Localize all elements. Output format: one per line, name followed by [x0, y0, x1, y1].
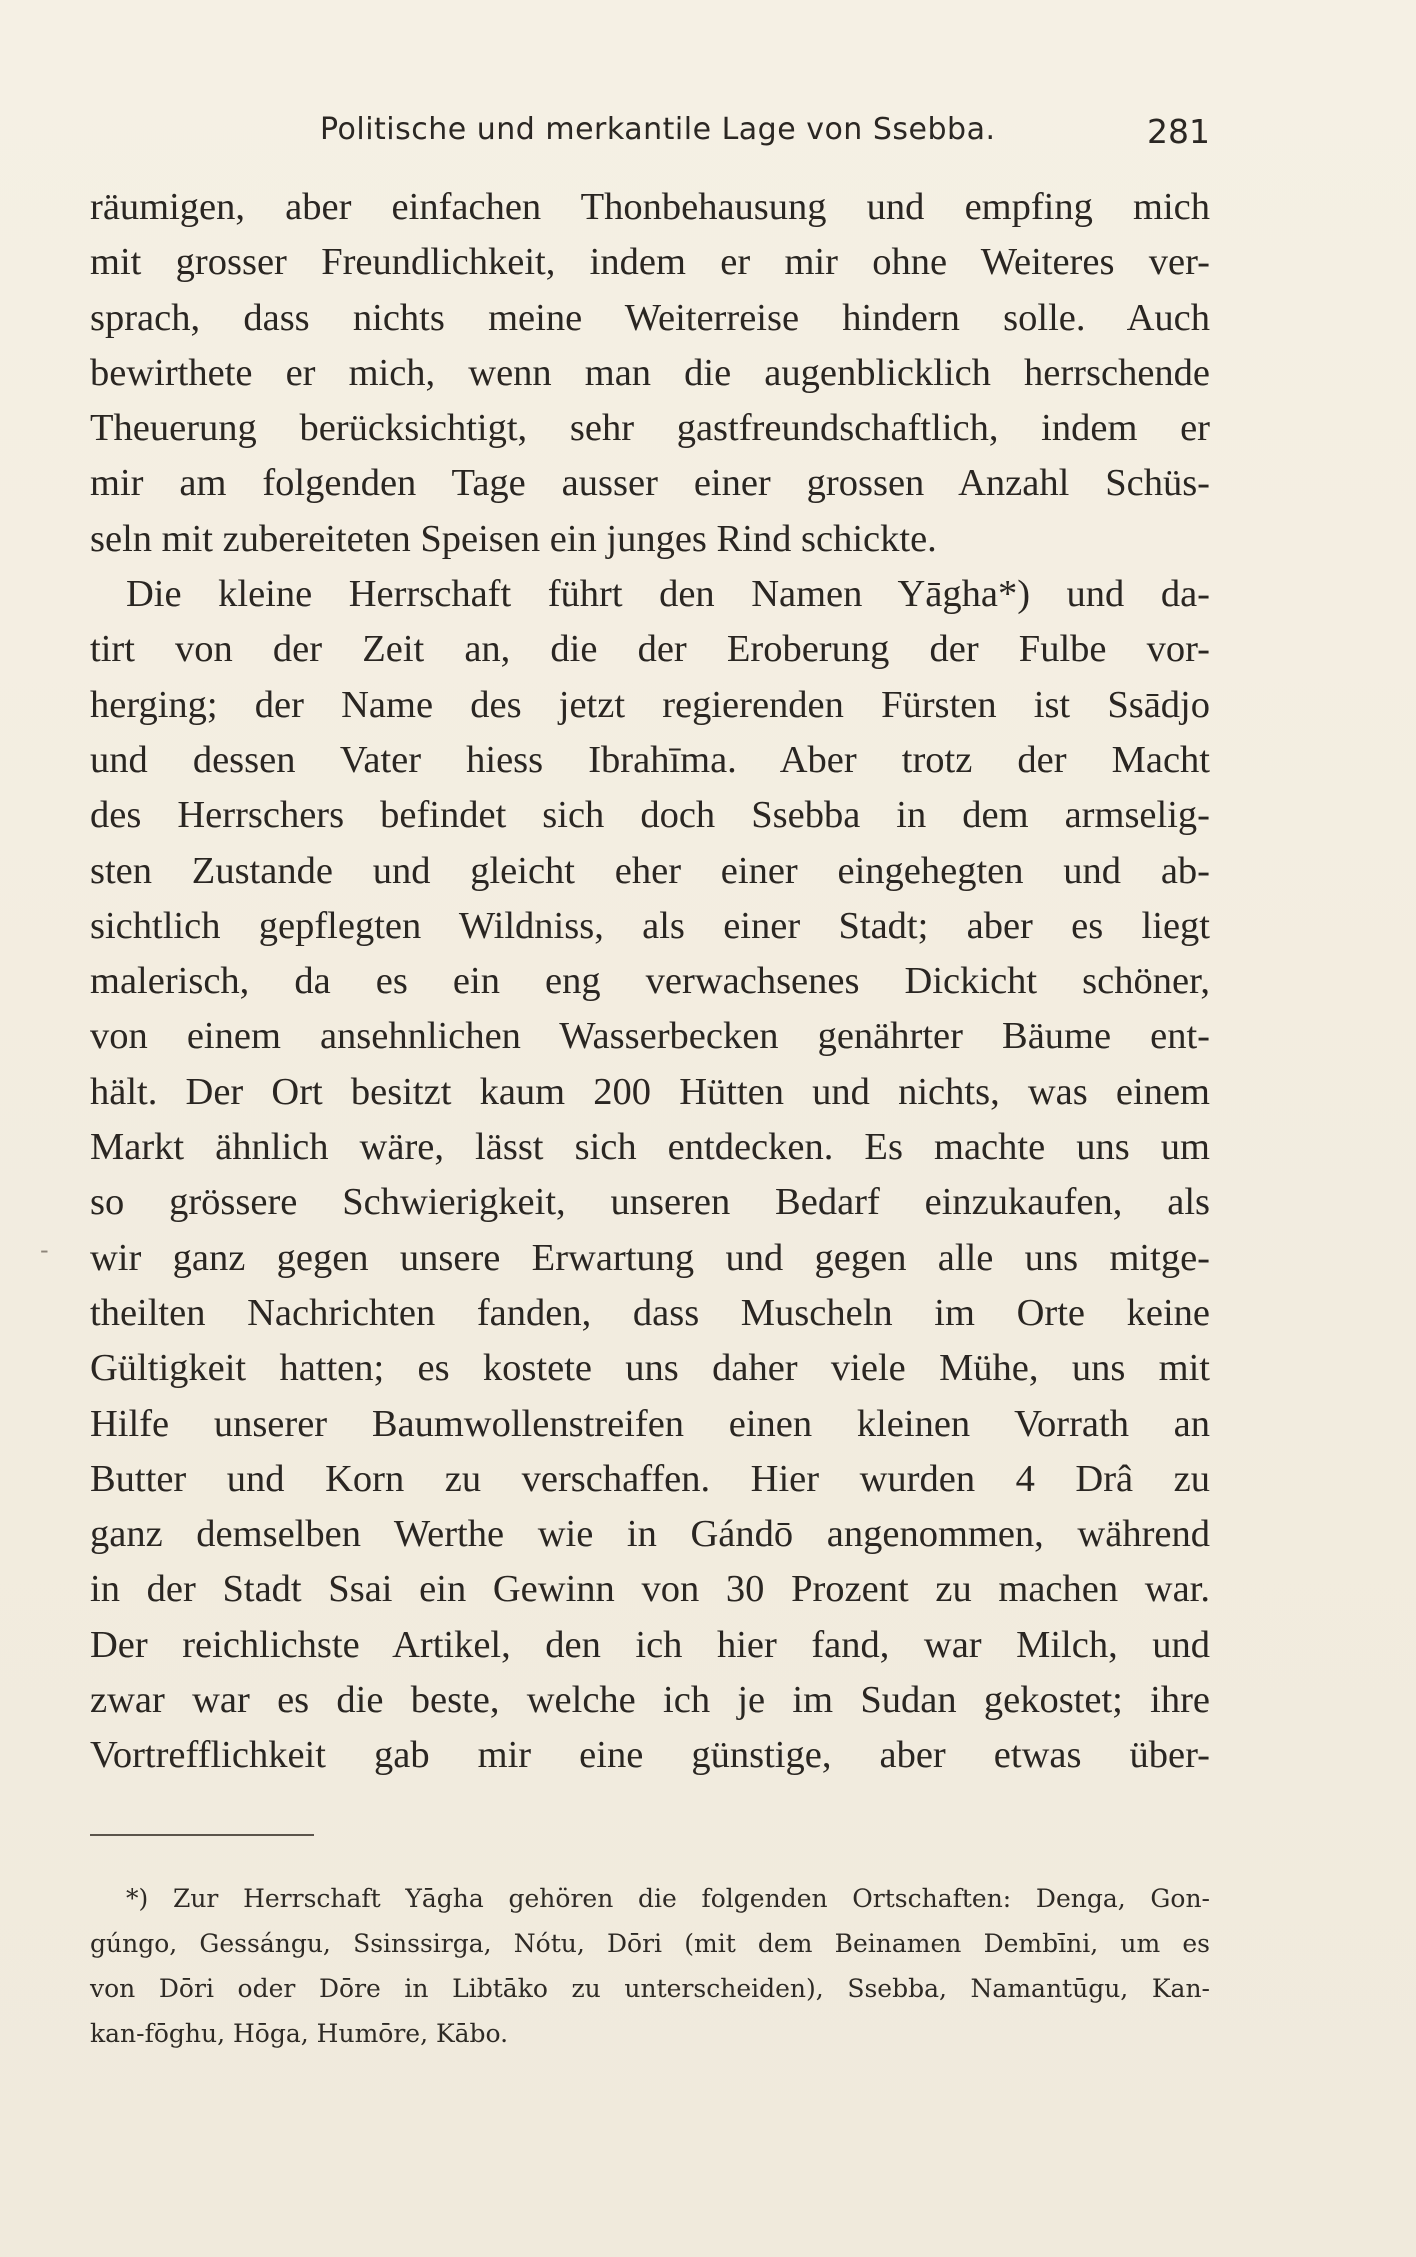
margin-dash-mark: -: [40, 1236, 49, 1264]
text-line: von einem ansehnlichen Wasserbecken genährter Bäume ent-: [90, 1015, 1210, 1058]
text-line: bewirthete er mich, wenn man die augenblicklich herrschende: [90, 351, 1210, 394]
text-line: herging; der Name des jetzt regierenden Fürsten ist Ssādjo: [90, 683, 1210, 726]
text-line: malerisch, da es ein eng verwachsenes Dickicht schöner,: [90, 960, 1210, 1003]
text-line: des Herrschers befindet sich doch Ssebba in dem armselig-: [90, 794, 1210, 837]
footnote-line: gúngo, Gessángu, Ssinssirga, Nótu, Dōri (mit dem Beinamen Dembīni, um es: [90, 1929, 1210, 1958]
running-title: Politische und merkantile Lage von Ssebba.: [320, 112, 996, 147]
footnote-divider: [90, 1834, 314, 1836]
footnotes: [90, 1876, 1210, 2056]
body-text: [90, 180, 1210, 1784]
page-number: 281: [1147, 112, 1210, 151]
footnote-line: kan-fōghu, Hōga, Humōre, Kābo.: [90, 2019, 509, 2048]
text-line: Hilfe unserer Baumwollenstreifen einen kleinen Vorrath an: [90, 1402, 1210, 1445]
text-line: tirt von der Zeit an, die der Eroberung der Fulbe vor-: [90, 628, 1210, 671]
text-line: sten Zustande und gleicht eher einer eingehegten und ab-: [90, 849, 1210, 892]
text-line: mit grosser Freundlichkeit, indem er mir ohne Weiteres ver-: [90, 241, 1210, 284]
text-line: Der reichlichste Artikel, den ich hier fand, war Milch, und: [90, 1623, 1210, 1666]
text-line: sichtlich gepflegten Wildniss, als einer Stadt; aber es liegt: [90, 904, 1210, 947]
text-line: seln mit zubereiteten Speisen ein junges Rind schickte.: [90, 517, 937, 560]
text-line: Vortrefflichkeit gab mir eine günstige, aber etwas über-: [90, 1734, 1210, 1777]
text-line: ganz demselben Werthe wie in Gándō angenommen, während: [90, 1513, 1210, 1556]
text-line: räumigen, aber einfachen Thonbehausung und empfing mich: [90, 186, 1210, 228]
text-line: zwar war es die beste, welche ich je im Sudan gekostet; ihre: [90, 1679, 1210, 1722]
footnote-line: von Dōri oder Dōre in Libtāko zu unterscheiden), Ssebba, Namantūgu, Kan-: [90, 1974, 1210, 2003]
running-head: [90, 112, 1210, 160]
text-line: wir ganz gegen unsere Erwartung und gegen alle uns mitge-: [90, 1236, 1210, 1279]
text-line: theilten Nachrichten fanden, dass Muscheln im Orte keine: [90, 1291, 1210, 1334]
text-line: so grössere Schwierigkeit, unseren Bedarf einzukaufen, als: [90, 1181, 1210, 1224]
text-line: und dessen Vater hiess Ibrahīma. Aber trotz der Macht: [90, 738, 1210, 781]
text-line: Die kleine Herrschaft führt den Namen Yāgha*) und da-: [126, 573, 1210, 616]
text-line: in der Stadt Ssai ein Gewinn von 30 Prozent zu machen war.: [90, 1568, 1210, 1611]
footnote-line: *) Zur Herrschaft Yāgha gehören die folgenden Ortschaften: Denga, Gon-: [126, 1884, 1210, 1913]
text-line: sprach, dass nichts meine Weiterreise hindern solle. Auch: [90, 296, 1210, 339]
text-line: Butter und Korn zu verschaffen. Hier wurden 4 Drâ zu: [90, 1457, 1210, 1500]
text-line: Gültigkeit hatten; es kostete uns daher viele Mühe, uns mit: [90, 1347, 1210, 1390]
text-line: hält. Der Ort besitzt kaum 200 Hütten und nichts, was einem: [90, 1070, 1210, 1113]
text-line: mir am folgenden Tage ausser einer grossen Anzahl Schüs-: [90, 462, 1210, 505]
text-line: Theuerung berücksichtigt, sehr gastfreundschaftlich, indem er: [90, 407, 1210, 450]
text-line: Markt ähnlich wäre, lässt sich entdecken. Es machte uns um: [90, 1126, 1210, 1169]
